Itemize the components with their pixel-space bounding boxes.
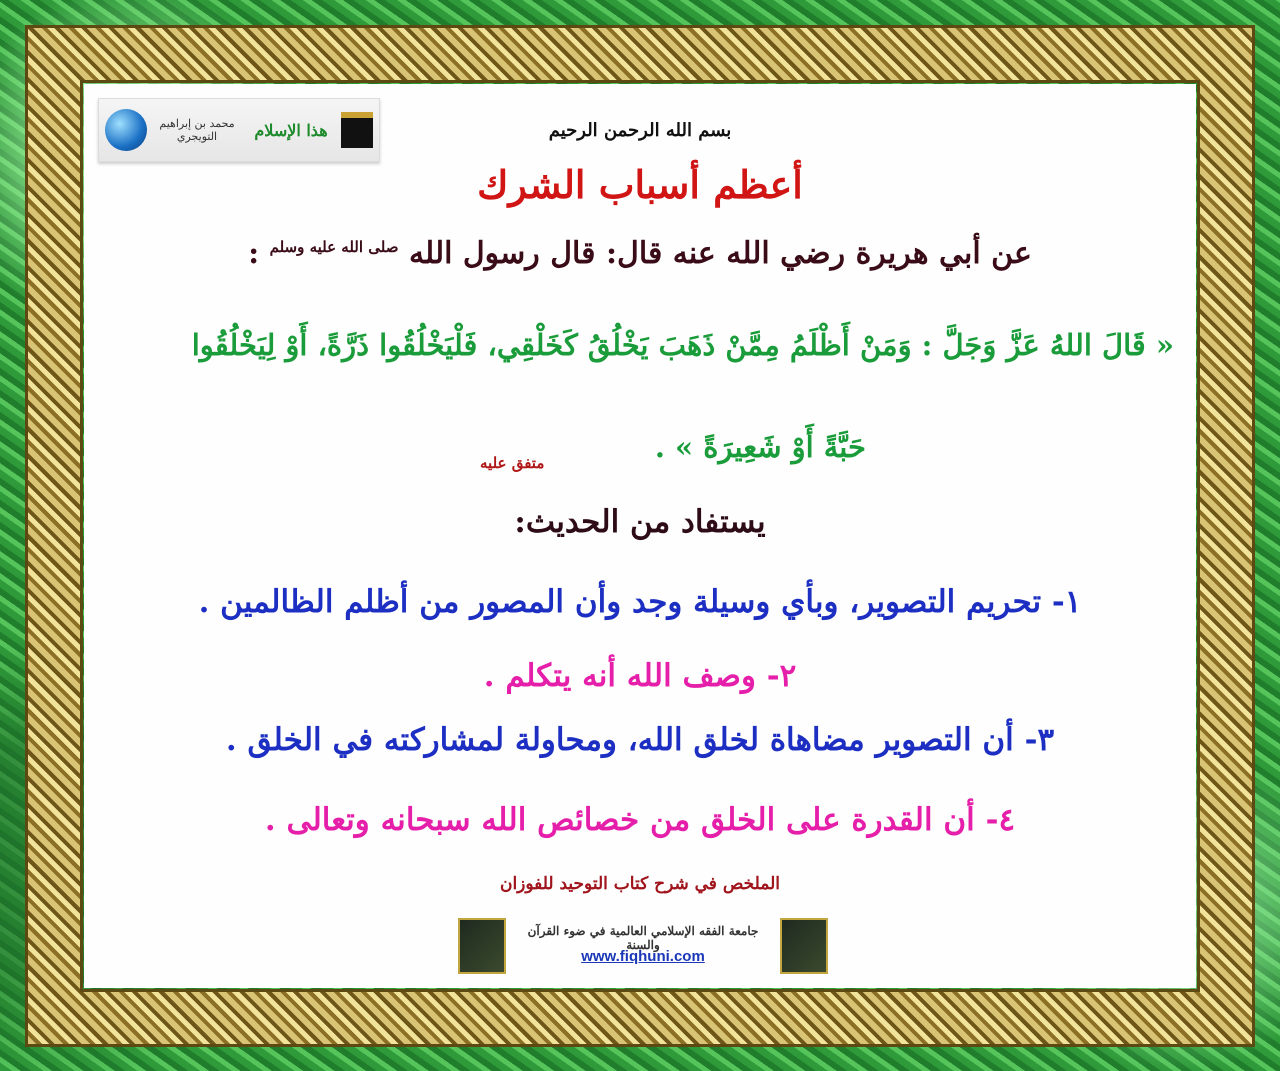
- author-logo-text: محمد بن إبراهيم التويجري: [159, 117, 235, 143]
- narration-line: [84, 236, 1196, 271]
- organization-name: جامعة الفقه الإسلامي العالمية في ضوء القرآن والسنة: [527, 924, 759, 952]
- hadith-reference: متفق عليه: [480, 454, 545, 472]
- point-3: ٣- أن التصوير مضاهاة لخلق الله، ومحاولة لمشاركته في الخلق .: [225, 722, 1055, 758]
- hadith-line-2: حَبَّةً أَوْ شَعِيرَةً » .: [654, 430, 866, 464]
- point-2: ٢- وصف الله أنه يتكلم .: [483, 658, 797, 694]
- honorific: صلى الله عليه وسلم: [269, 238, 399, 256]
- content-panel: [84, 84, 1196, 988]
- point-1: ١- تحريم التصوير، وبأي وسيلة وجد وأن المصور من أظلم الظالمين .: [198, 584, 1082, 620]
- book-cover-icon: [458, 918, 506, 974]
- point-4: ٤- أن القدرة على الخلق من خصائص الله سبحانه وتعالى .: [264, 802, 1016, 838]
- narration-colon: :: [248, 236, 260, 271]
- narration-text: عن أبي هريرة رضي الله عنه قال: قال رسول الله: [408, 236, 1032, 271]
- basmala: بسم الله الرحمن الرحيم: [548, 120, 732, 141]
- page-title: أعظم أسباب الشرك: [477, 162, 803, 207]
- footer: [458, 914, 828, 982]
- hadith-line-1: « قَالَ اللهُ عَزَّ وَجَلَّ : وَمَنْ أَظْلَمُ مِمَّنْ ذَهَبَ يَخْلُقُ كَخَلْقِي، فَلْيَخْلُقُوا ذَرَّةً، أَوْ لِيَخْلُقُوا: [191, 328, 1174, 362]
- benefit-heading: يستفاد من الحديث:: [514, 504, 766, 540]
- website-link[interactable]: www.fiqhuni.com: [581, 948, 705, 965]
- this-is-islam-logo: هذا الإسلام: [254, 120, 328, 140]
- quran-cover-icon: [780, 918, 828, 974]
- source-citation: الملخص في شرح كتاب التوحيد للفوزان: [499, 874, 781, 894]
